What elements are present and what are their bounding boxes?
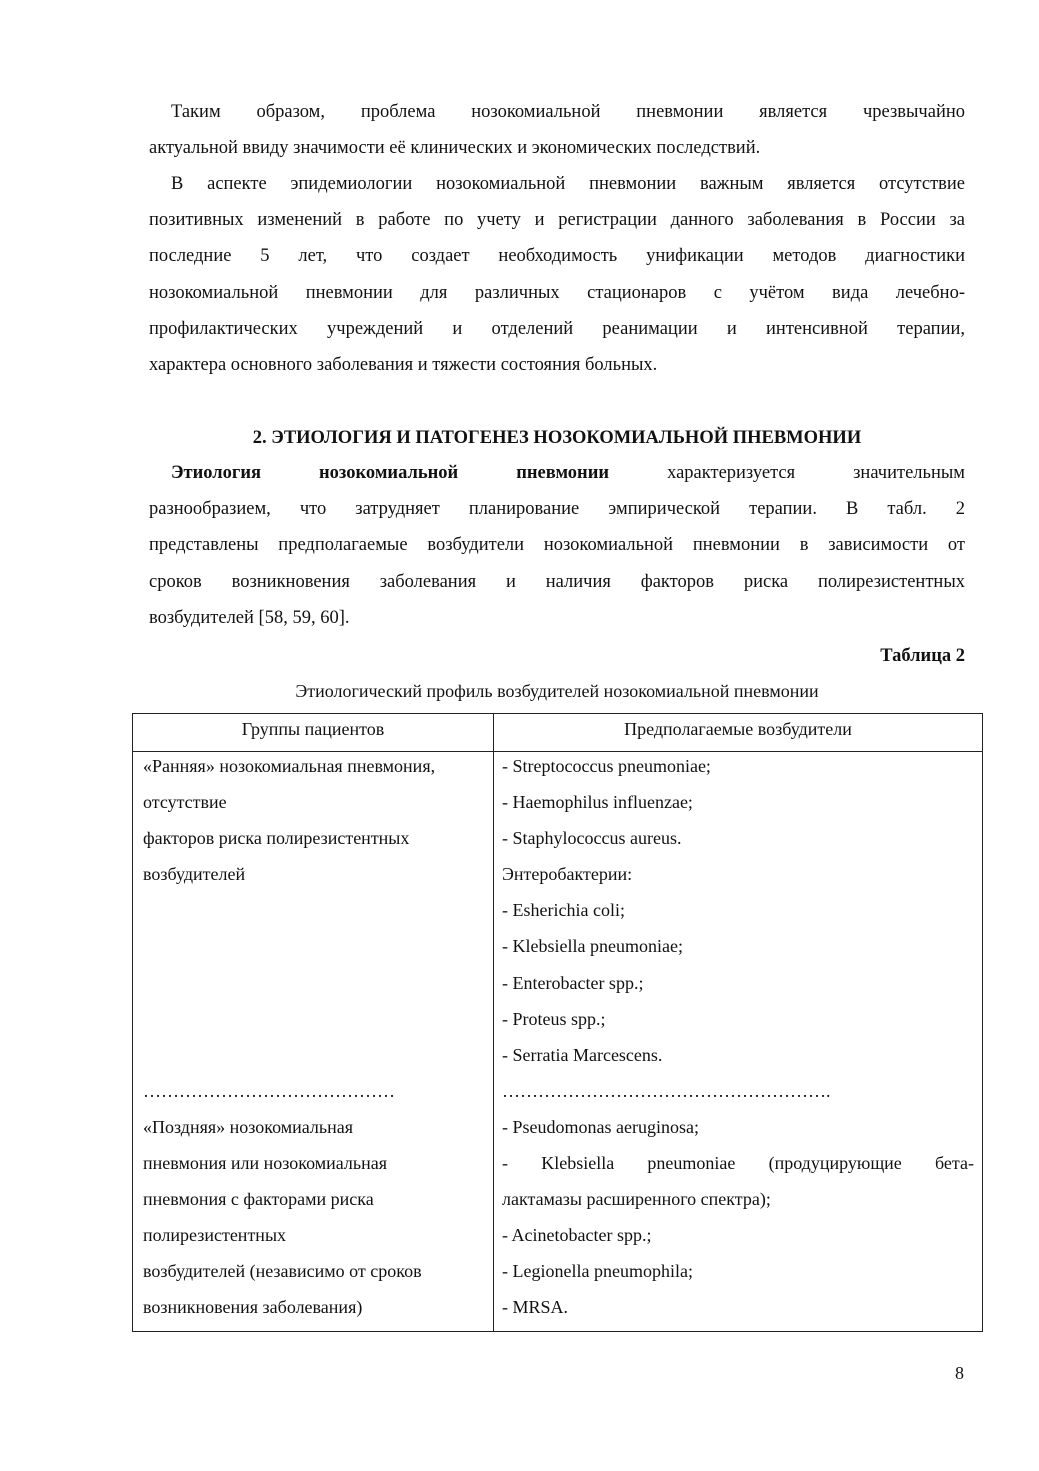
paragraph-conclusion xyxy=(149,94,965,166)
pathogens-cell xyxy=(502,751,974,1329)
page-number: 8 xyxy=(955,1363,964,1383)
cell-line: возбудителей (независимо от сроков xyxy=(143,1261,422,1282)
text-line: В аспекте эпидемиологии нозокомиальной пневмонии важным является отсутствие xyxy=(171,174,965,194)
pathogen-line: - MRSA. xyxy=(502,1297,569,1318)
pathogen-line: - Klebsiella pneumoniae (продуцирующие бета- xyxy=(502,1153,974,1174)
cell-line xyxy=(143,895,488,931)
text-line: Таким образом, проблема нозокомиальной пневмонии является чрезвычайно xyxy=(171,102,965,122)
etiology-table xyxy=(132,713,983,1332)
cell-line xyxy=(143,931,488,967)
text-line: актуальной ввиду значимости её клинических и экономических последствий. xyxy=(149,138,761,159)
cell-line: пневмония или нозокомиальная xyxy=(143,1153,388,1174)
table-header-pathogens: Предполагаемые возбудители xyxy=(624,719,852,739)
pathogen-line: лактамазы расширенного спектра); xyxy=(502,1189,771,1210)
cell-line: полирезистентных xyxy=(143,1225,287,1246)
text-line: представлены предполагаемые возбудители нозокомиальной пневмонии в зависимости от xyxy=(149,535,965,556)
text-line: позитивных изменений в работе по учету и регистрации данного заболевания в России за xyxy=(149,210,965,231)
cell-dotted-separator: …………………………………… xyxy=(143,1080,395,1101)
pathogen-line: - Acinetobacter spp.; xyxy=(502,1225,652,1246)
cell-line: возбудителей xyxy=(143,864,246,885)
pathogen-line: - Enterobacter spp.; xyxy=(502,972,644,993)
text-line: профилактических учреждений и отделений реанимации и интенсивной терапии, xyxy=(149,318,965,339)
paragraph-epidemiology xyxy=(149,166,965,383)
pathogen-line: - Klebsiella pneumoniae; xyxy=(502,936,683,957)
column-divider xyxy=(493,714,494,1331)
pathogen-line: - Haemophilus influenzae; xyxy=(502,792,693,813)
pathogen-line: - Esherichia coli; xyxy=(502,900,625,921)
cell-line: пневмония с факторами риска xyxy=(143,1189,374,1210)
text-line: возбудителей [58, 59, 60]. xyxy=(149,607,350,628)
cell-dotted-separator: ………………………………………………. xyxy=(502,1080,831,1101)
paragraph-etiology xyxy=(149,455,965,636)
text-fragment: характеризуется значительным xyxy=(667,463,965,483)
pathogen-line: - Legionella pneumophila; xyxy=(502,1261,693,1282)
text-line: нозокомиальной пневмонии для различных стационаров с учётом вида лечебно- xyxy=(149,282,965,303)
cell-line xyxy=(143,1040,488,1076)
cell-line xyxy=(143,968,488,1004)
cell-line: отсутствие xyxy=(143,792,227,813)
cell-line: факторов риска полирезистентных xyxy=(143,828,410,849)
text-line: сроков возникновения заболевания и наличия факторов риска полирезистентных xyxy=(149,571,965,592)
text-line: характера основного заболевания и тяжести состояния больных. xyxy=(149,355,658,376)
text-line: разнообразием, что затрудняет планирование эмпирической терапии. В табл. 2 xyxy=(149,499,965,520)
bold-term: Этиология нозокомиальной пневмонии xyxy=(171,463,610,483)
pathogen-line: - Staphylococcus aureus. xyxy=(502,828,682,849)
table-label: Таблица 2 xyxy=(880,646,965,666)
pathogen-line: - Pseudomonas aeruginosa; xyxy=(502,1116,699,1137)
cell-line: «Ранняя» нозокомиальная пневмония, xyxy=(143,756,436,776)
cell-line xyxy=(143,1004,488,1040)
pathogen-line: - Serratia Marcescens. xyxy=(502,1044,663,1065)
section-heading: 2. ЭТИОЛОГИЯ И ПАТОГЕНЕЗ НОЗОКОМИАЛЬНОЙ ПНЕВМОНИИ xyxy=(252,428,862,448)
table-caption: Этиологический профиль возбудителей нозокомиальной пневмонии xyxy=(295,681,819,701)
pathogen-line: Энтеробактерии: xyxy=(502,864,633,885)
patient-groups-cell xyxy=(143,751,488,1329)
text-line-with-term xyxy=(149,455,965,491)
pathogen-line: - Streptococcus pneumoniae; xyxy=(502,756,711,776)
cell-line: «Поздняя» нозокомиальная xyxy=(143,1116,354,1137)
text-line: последние 5 лет, что создает необходимость унификации методов диагностики xyxy=(149,246,965,267)
pathogen-line: - Proteus spp.; xyxy=(502,1008,606,1029)
table-header-patient-groups: Группы пациентов xyxy=(241,719,385,739)
cell-line: возникновения заболевания) xyxy=(143,1297,363,1318)
